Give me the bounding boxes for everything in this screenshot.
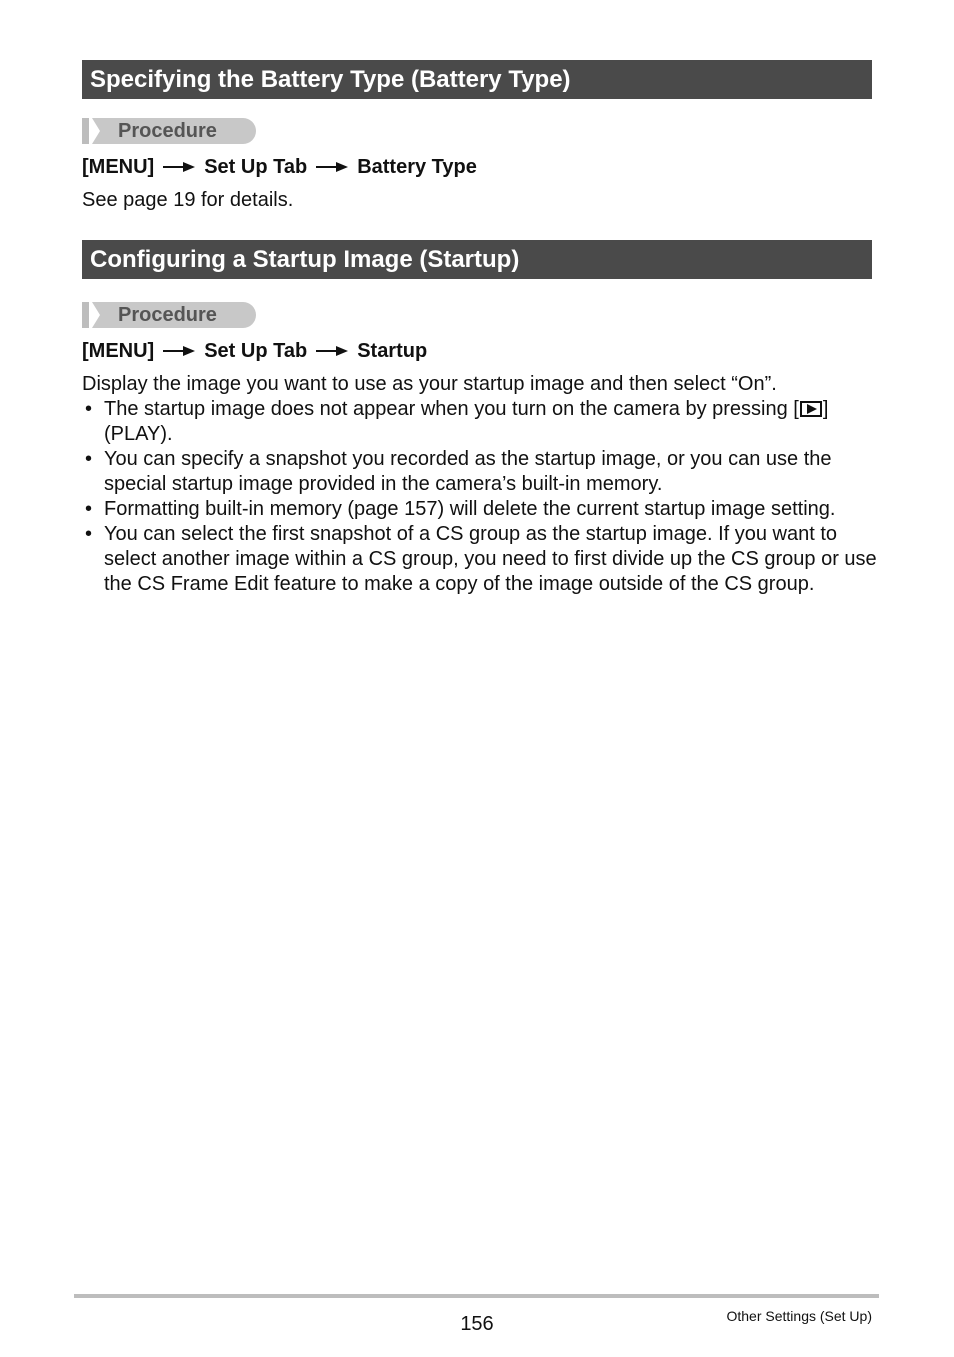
menu-path-step: Startup	[357, 339, 428, 362]
menu-path-step: Set Up Tab	[204, 339, 308, 362]
play-icon	[800, 401, 822, 417]
list-item: • You can specify a snapshot you recorded as the startup image, or you can use the special startup image provided in the camera’s built-in memory.	[85, 448, 832, 495]
menu-path-step: [MENU]	[82, 155, 155, 178]
procedure-label: Procedure	[82, 118, 256, 144]
section-heading-startup: Configuring a Startup Image (Startup)	[82, 240, 872, 279]
arrow-right-icon	[163, 161, 195, 173]
section-heading-battery-type: Specifying the Battery Type (Battery Type)	[82, 60, 872, 99]
arrow-right-icon	[163, 345, 195, 357]
list-item: • The startup image does not appear when you turn on the camera by pressing [ ] (PLAY).	[85, 398, 829, 445]
footer-section-name: Other Settings (Set Up)	[726, 1308, 872, 1324]
list-item: • Formatting built-in memory (page 157) will delete the current startup image setting.	[85, 498, 836, 520]
procedure-label: Procedure	[82, 302, 256, 328]
body-text: Display the image you want to use as your startup image and then select “On”.	[82, 373, 777, 395]
body-text: See page 19 for details.	[82, 189, 294, 211]
list-item: • You can select the first snapshot of a CS group as the startup image. If you want to select another image within a CS group, you need to first divide up the CS group or use the CS Frame Edit feature to make a copy of the image outside of the CS group.	[85, 523, 877, 595]
menu-path-step: [MENU]	[82, 339, 155, 362]
footer-divider	[74, 1294, 879, 1298]
arrow-right-icon	[316, 161, 348, 173]
menu-path	[82, 155, 477, 179]
menu-path	[82, 339, 427, 363]
page-number: 156	[460, 1313, 494, 1335]
note-list	[82, 397, 882, 597]
menu-path-step: Set Up Tab	[204, 155, 308, 178]
arrow-right-icon	[316, 345, 348, 357]
menu-path-step: Battery Type	[357, 155, 477, 178]
